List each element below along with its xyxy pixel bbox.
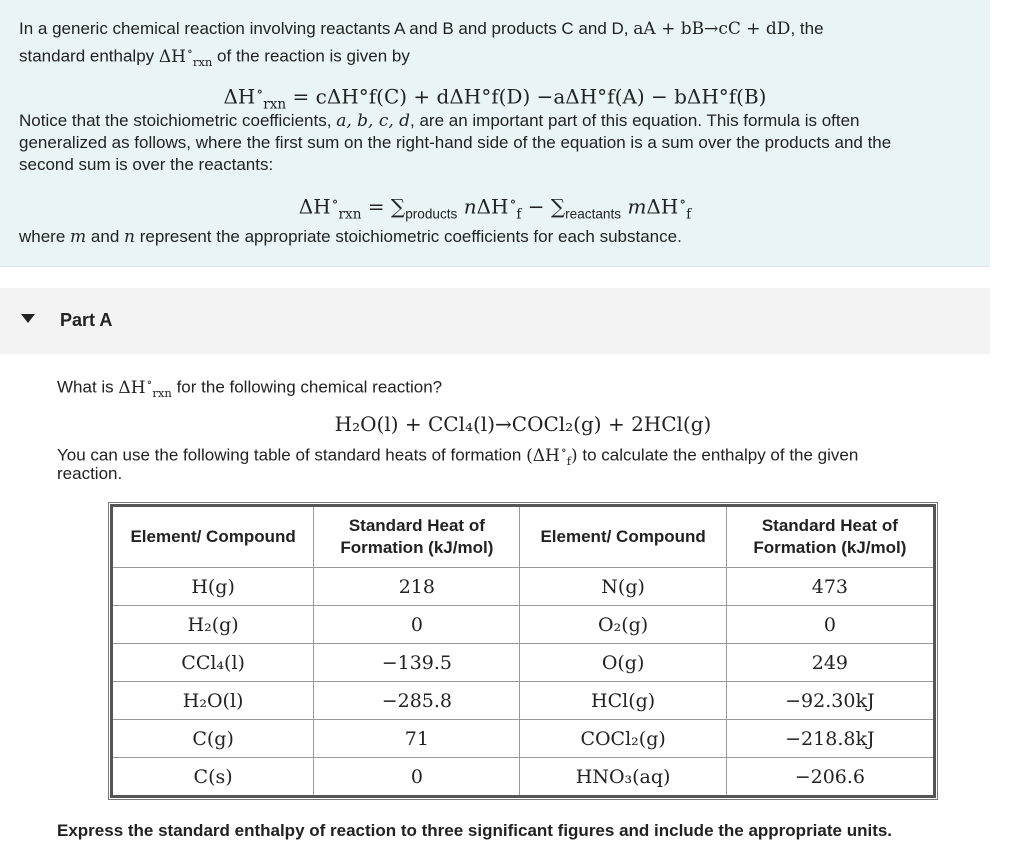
- table-cell: −206.6: [726, 758, 934, 797]
- table-cell: 218: [314, 568, 520, 606]
- table-intro-line-1: You can use the following table of standard heats of formation $(\Delta H^\circ_f)$ to calculate the enthalpy of the given: [57, 443, 859, 468]
- table-cell: COCl₂(g): [520, 720, 726, 758]
- table-cell: O(g): [520, 644, 726, 682]
- heats-of-formation-table: [110, 504, 936, 798]
- table-cell: −285.8: [314, 682, 520, 720]
- intro-text: of the reaction is given by: [217, 46, 410, 66]
- part-a-header[interactable]: [0, 288, 990, 354]
- delta-h-rxn-symbol: $\Delta H^\circ_{rxn}$: [118, 375, 172, 400]
- where-line: where m and n represent the appropriate stoichiometric coefficients for each substance.: [19, 227, 682, 247]
- table-cell: CCl₄(l): [112, 644, 314, 682]
- table-cell: N(g): [520, 568, 726, 606]
- table-header-row: [112, 506, 935, 568]
- table-cell: O₂(g): [520, 606, 726, 644]
- notice-line-3: second sum is over the reactants:: [19, 155, 274, 174]
- table-cell: HNO₃(aq): [520, 758, 726, 797]
- generic-reaction-equation: aA + bB→cC + dD: [633, 19, 791, 39]
- table-cell: C(s): [112, 758, 314, 797]
- column-header: Element/ Compound: [520, 506, 726, 568]
- table-intro-line-2: reaction.: [57, 464, 123, 483]
- column-header: Standard Heat of Formation (kJ/mol): [314, 506, 520, 568]
- intro-line-2: [19, 40, 410, 73]
- intro-text: In a generic chemical reaction involving reactants A and B and products C and D,: [19, 19, 629, 38]
- table-cell: 473: [726, 568, 934, 606]
- column-header: Element/ Compound: [112, 506, 314, 568]
- table-cell: 71: [314, 720, 520, 758]
- answer-instruction: Express the standard enthalpy of reaction to three significant figures and include the appropriate units.: [57, 821, 893, 840]
- delta-h-rxn-symbol: $\Delta H^\circ_{rxn}$: [158, 44, 213, 69]
- notice-line-1: Notice that the stoichiometric coefficients, a, b, c, d, are an important part of this equation. This formula is often: [19, 111, 860, 131]
- part-a-title: Part A: [60, 310, 113, 330]
- table-cell: 0: [726, 606, 934, 644]
- intro-panel: [0, 0, 990, 267]
- question-text: What is $\Delta H^\circ_{rxn}$ for the following chemical reaction?: [57, 375, 443, 400]
- table-cell: 0: [314, 758, 520, 797]
- intro-line-1: [19, 18, 824, 40]
- table-row: [112, 682, 935, 720]
- table-cell: C(g): [112, 720, 314, 758]
- table-row: [112, 606, 935, 644]
- table-cell: 0: [314, 606, 520, 644]
- table-cell: −139.5: [314, 644, 520, 682]
- table-cell: HCl(g): [520, 682, 726, 720]
- intro-text: , the: [790, 19, 824, 38]
- notice-line-2: generalized as follows, where the first sum on the right-hand side of the equation is a sum over the products and the: [19, 133, 892, 152]
- column-header: Standard Heat of Formation (kJ/mol): [726, 506, 934, 568]
- table-row: [112, 644, 935, 682]
- intro-text: standard enthalpy: [19, 46, 155, 66]
- table-row: [112, 720, 935, 758]
- reaction-equation: H₂O(l) + CCl₄(l)→COCl₂(g) + 2HCl(g): [334, 412, 712, 436]
- enthalpy-equation-2: $\Delta H^\circ_{rxn} = \sum_{products}$ $n\Delta H^\circ_f - \sum_{reactants}$ mΔH∘$_f$: [298, 194, 692, 223]
- enthalpy-equation-1: $\Delta H^\circ_{rxn} = c\Delta H^\circ f(C) + d\Delta H^\circ f(D) -a\Delta H^\circ f(A) - b\Delta H^\circ f(B)$: [223, 84, 767, 113]
- table-row: [112, 568, 935, 606]
- collapse-caret-icon[interactable]: [21, 314, 35, 323]
- table-cell: H₂(g): [112, 606, 314, 644]
- table-row: [112, 758, 935, 797]
- table-cell: −92.30kJ: [726, 682, 934, 720]
- table-cell: H(g): [112, 568, 314, 606]
- table-cell: H₂O(l): [112, 682, 314, 720]
- table-cell: −218.8kJ: [726, 720, 934, 758]
- table-cell: 249: [726, 644, 934, 682]
